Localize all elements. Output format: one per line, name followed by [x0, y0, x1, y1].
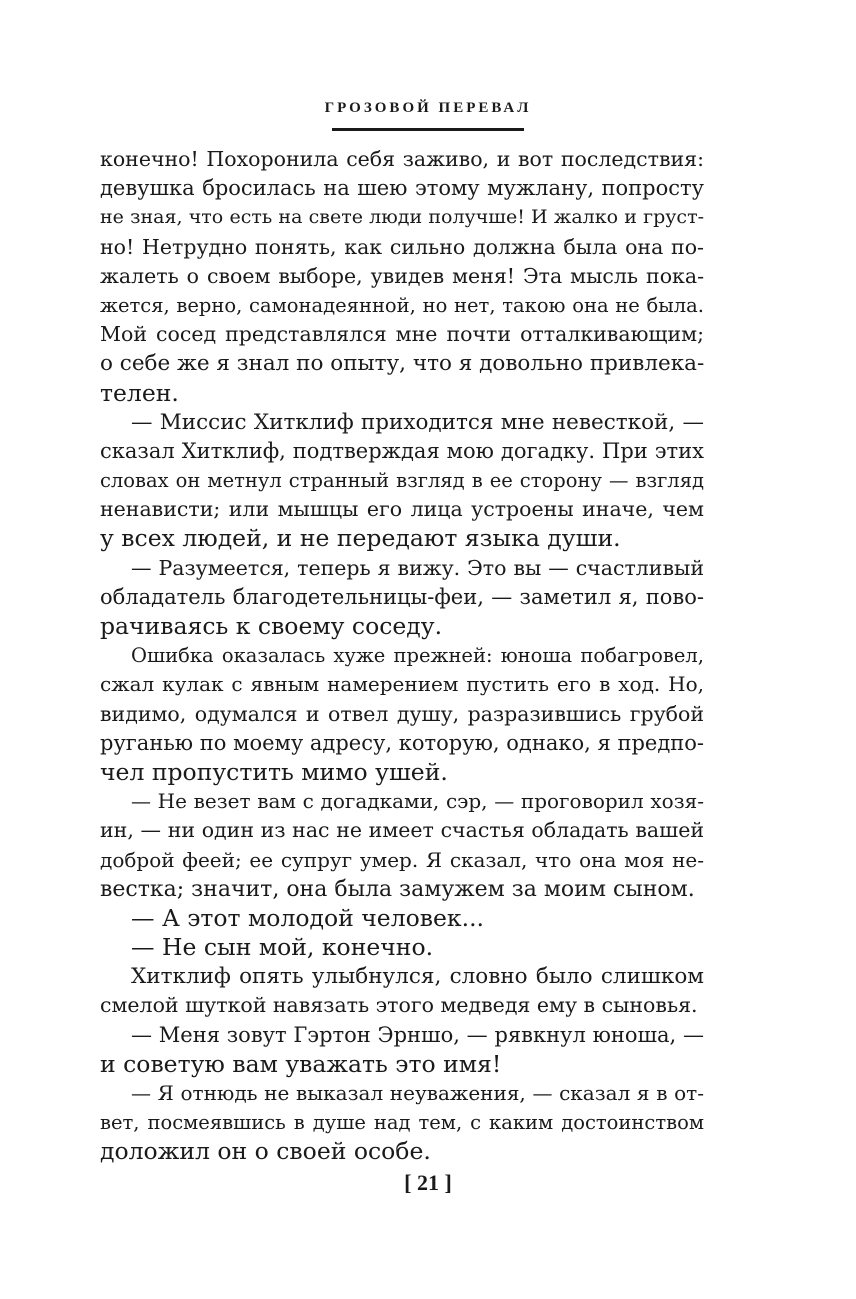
text-line: — А этот молодой человек...: [131, 903, 485, 932]
text-line: Хитклиф опять улыбнулся, словно было слишком: [131, 964, 704, 990]
text-line: — Я отнюдь не выказал неуважения, — сказал я в от-: [131, 1081, 704, 1105]
text-line: — Не везет вам с догадками, сэр, — проговорил хозя-: [131, 789, 704, 814]
text-line: ненависти; или мышцы его лица устроены иначе, чем: [100, 497, 704, 522]
text-line: словах он метнул странный взгляд в ее сторону — взгляд: [100, 469, 704, 493]
text-line: у всех людей, и не передают языка души.: [100, 524, 621, 553]
text-line: обладатель благодетельницы-феи, — заметил я, пово-: [100, 584, 704, 609]
text-line: рачиваясь к своему соседу.: [100, 612, 443, 640]
text-line: жется, верно, самонадеянной, но нет, такою она не была.: [100, 293, 704, 317]
text-line: ин, — ни один из нас не имеет счастья обладать вашей: [100, 818, 704, 843]
text-line: руганью по моему адресу, которую, однако, я предпо-: [100, 730, 704, 755]
text-line: — Меня зовут Гэртон Эрншо, — рявкнул юноша, —: [131, 1022, 704, 1047]
text-line: — Разумеется, теперь я вижу. Это вы — счастливый: [131, 555, 704, 580]
text-line: не зная, что есть на свете люди получше! И жалко и груст-: [100, 206, 704, 229]
text-line: доложил он о своей особе.: [100, 1137, 431, 1166]
text-line: телен.: [100, 378, 179, 407]
text-line: сжал кулак с явным намерением пустить его в ход. Но,: [100, 672, 704, 697]
text-line: — Не сын мой, конечно.: [131, 933, 434, 962]
text-line: смелой шуткой навязать этого медведя ему в сыновья.: [100, 993, 698, 1018]
text-line: сказал Хитклиф, подтверждая мою догадку. При этих: [100, 438, 704, 463]
text-line: о себе же я знал по опыту, что я довольно привлека-: [100, 351, 705, 377]
text-line: но! Нетрудно понять, как сильно должна была она по-: [100, 234, 704, 259]
text-line: жалеть о своем выборе, увидев меня! Эта мысль пока-: [100, 263, 704, 288]
text-line: девушка бросилась на шею этому мужлану, попросту: [100, 176, 704, 201]
text-line: конечно! Похоронила себя заживо, и вот последствия:: [100, 147, 704, 171]
text-line: и советую вам уважать это имя!: [100, 1049, 502, 1078]
page-number: [ 21 ]: [404, 1170, 452, 1195]
body-text: [100, 145, 704, 1167]
text-line: видимо, одумался и отвел душу, разразившись грубой: [100, 701, 704, 726]
text-line: доброй феей; ее супруг умер. Я сказал, что она моя не-: [100, 847, 704, 872]
header-rule: [332, 128, 524, 131]
running-head: ГРОЗОВОЙ ПЕРЕВАЛ: [324, 100, 532, 116]
text-line: вестка; значит, она была замужем за моим сыном.: [100, 876, 695, 902]
text-line: вет, посмеявшись в душе над тем, с каким достоинством: [100, 1111, 704, 1135]
text-line: — Миссис Хитклиф приходится мне невесткой, —: [131, 409, 704, 435]
text-line: чел пропустить мимо ушей.: [100, 757, 448, 786]
text-line: Мой сосед представлялся мне почти отталкивающим;: [100, 322, 704, 347]
text-line: Ошибка оказалась хуже прежней: юноша побагровел,: [131, 644, 704, 668]
